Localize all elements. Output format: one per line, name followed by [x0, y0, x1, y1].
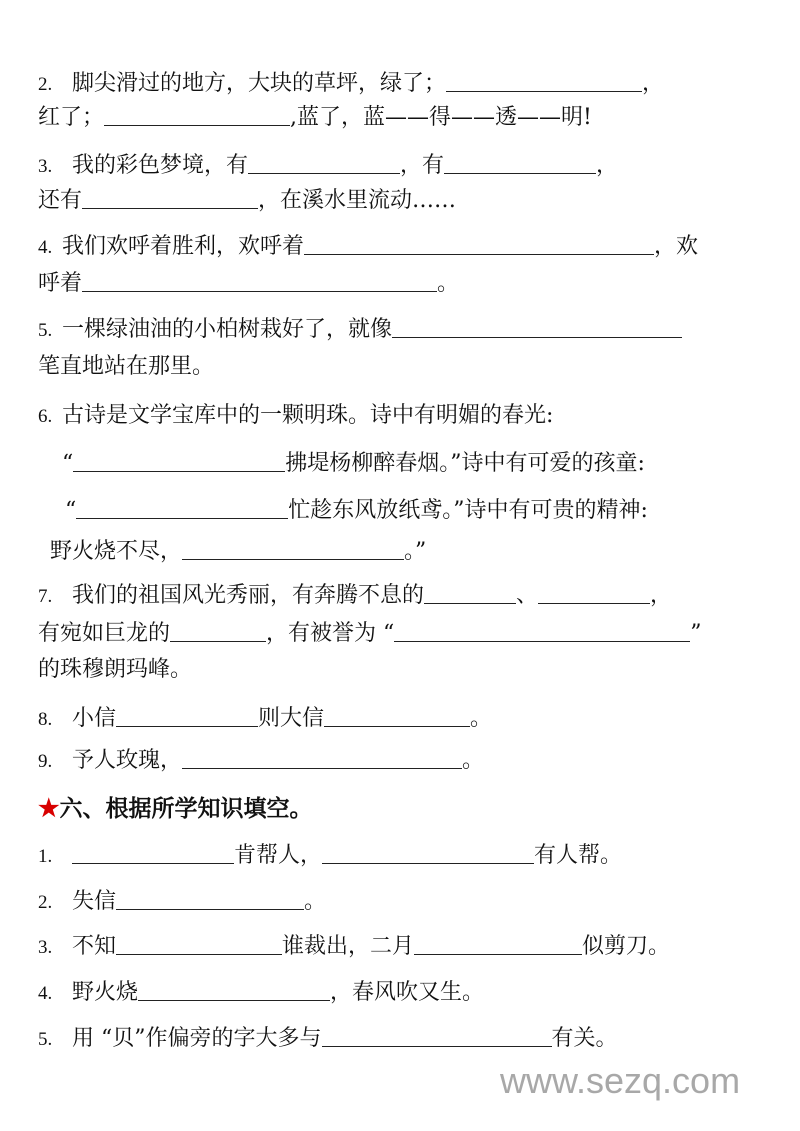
s6-item-3 [38, 933, 670, 962]
answer-blank[interactable] [76, 498, 288, 519]
answer-blank[interactable] [182, 539, 404, 560]
text: 拂堤杨柳醉春烟。”诗中有可爱的孩童: [285, 451, 645, 476]
section-title: 六、根据所学知识填空。 [59, 795, 313, 822]
text: 野火烧不尽， [50, 539, 183, 564]
answer-blank[interactable] [414, 934, 582, 955]
answer-blank[interactable] [424, 583, 516, 604]
item-5-line-1 [38, 316, 682, 345]
answer-blank[interactable] [82, 188, 258, 209]
answer-blank[interactable] [444, 153, 596, 174]
text: ， [650, 583, 673, 608]
text: 脚尖滑过的地方，大块的草坪，绿了； [72, 71, 447, 96]
section-6-heading [38, 793, 313, 824]
item-number: 2. [38, 892, 53, 913]
item-number: 5. [38, 320, 53, 341]
text: 我们的祖国风光秀丽，有奔腾不息的 [72, 583, 425, 608]
s6-item-4 [38, 979, 484, 1008]
text: 我们欢呼着胜利，欢呼着 [62, 234, 305, 259]
item-9-line-1 [38, 747, 484, 776]
text: ， [596, 153, 619, 178]
item-number: 2. [38, 74, 53, 95]
answer-blank[interactable] [116, 889, 304, 910]
item-number: 1. [38, 846, 53, 867]
item-6-line-2 [62, 450, 645, 478]
text: 红了； [38, 105, 105, 130]
answer-blank[interactable] [304, 234, 654, 255]
text: 有宛如巨龙的 [38, 621, 171, 646]
text: 野火烧 [72, 980, 139, 1005]
text: 呼着 [38, 271, 83, 296]
answer-blank[interactable] [322, 843, 534, 864]
answer-blank[interactable] [324, 706, 470, 727]
answer-blank[interactable] [138, 980, 330, 1001]
item-3-line-1 [38, 152, 618, 181]
text: “ [62, 451, 74, 476]
s6-item-5 [38, 1025, 618, 1054]
text: 忙趁东风放纸鸢。”诗中有可贵的精神: [288, 498, 648, 523]
item-number: 5. [38, 1029, 53, 1050]
item-4-line-2 [38, 270, 459, 298]
text: 的珠穆朗玛峰。 [38, 657, 193, 682]
answer-blank[interactable] [104, 105, 290, 126]
answer-blank[interactable] [538, 583, 650, 604]
watermark: www.sezq.com [500, 1060, 741, 1101]
text: ，春风吹又生。 [330, 980, 485, 1005]
text: 。” [404, 539, 427, 564]
text: ，有被誉为 “ [266, 621, 395, 646]
answer-blank[interactable] [73, 451, 285, 472]
item-number: 8. [38, 709, 53, 730]
star-icon: ★ [38, 793, 60, 822]
text: 我的彩色梦境，有 [72, 153, 249, 178]
item-number: 6. [38, 406, 53, 427]
item-2-line-2 [38, 104, 592, 132]
s6-item-2 [38, 888, 326, 917]
text: 小信 [72, 706, 117, 731]
item-7-line-1 [38, 582, 672, 611]
text: ” [690, 621, 702, 646]
text: ， [642, 71, 665, 96]
item-6-line-4 [50, 538, 426, 566]
text: 肯帮人， [234, 843, 323, 868]
text: 。 [437, 271, 460, 296]
text: 还有 [38, 188, 83, 213]
answer-blank[interactable] [82, 271, 437, 292]
item-6-line-3 [65, 497, 648, 525]
text: 似剪刀。 [582, 934, 671, 959]
answer-blank[interactable] [322, 1026, 552, 1047]
item-7-line-3 [38, 656, 192, 684]
item-3-line-2 [38, 187, 456, 215]
text: 有人帮。 [534, 843, 623, 868]
s6-item-1 [38, 842, 622, 871]
text: 不知 [72, 934, 117, 959]
text: 、 [516, 583, 539, 608]
text: 失信 [72, 889, 117, 914]
item-number: 4. [38, 237, 53, 258]
item-number: 4. [38, 983, 53, 1004]
text: 。 [304, 889, 327, 914]
text: 一棵绿油油的小柏树栽好了，就像 [62, 317, 393, 342]
text: 笔直地站在那里。 [38, 354, 215, 379]
item-number: 9. [38, 751, 53, 772]
answer-blank[interactable] [170, 621, 266, 642]
item-4-line-1 [38, 233, 698, 262]
text: ,蓝了，蓝——得——透——明! [290, 105, 592, 130]
answer-blank[interactable] [446, 71, 642, 92]
text: 谁裁出，二月 [282, 934, 415, 959]
item-6-line-1 [38, 402, 553, 431]
item-5-line-2 [38, 353, 214, 381]
text: ，在溪水里流动…… [258, 188, 457, 213]
text: 。 [462, 748, 485, 773]
answer-blank[interactable] [392, 317, 682, 338]
text: 则大信 [258, 706, 325, 731]
answer-blank[interactable] [248, 153, 400, 174]
answer-blank[interactable] [116, 934, 282, 955]
answer-blank[interactable] [394, 621, 690, 642]
text: 用 “贝”作偏旁的字大多与 [72, 1026, 322, 1051]
item-2-line-1 [38, 70, 664, 99]
text: 古诗是文学宝库中的一颗明珠。诗中有明媚的春光: [62, 403, 554, 428]
text: “ [65, 498, 77, 523]
answer-blank[interactable] [72, 843, 234, 864]
text: ，有 [400, 153, 445, 178]
text: ，欢 [654, 234, 699, 259]
item-7-line-2 [38, 620, 702, 648]
text: 予人玫瑰， [72, 748, 183, 773]
item-number: 3. [38, 156, 53, 177]
item-number: 3. [38, 937, 53, 958]
text: 有关。 [551, 1026, 618, 1051]
answer-blank[interactable] [182, 748, 462, 769]
item-8-line-1 [38, 705, 492, 734]
answer-blank[interactable] [116, 706, 258, 727]
text: 。 [470, 706, 493, 731]
item-number: 7. [38, 586, 53, 607]
